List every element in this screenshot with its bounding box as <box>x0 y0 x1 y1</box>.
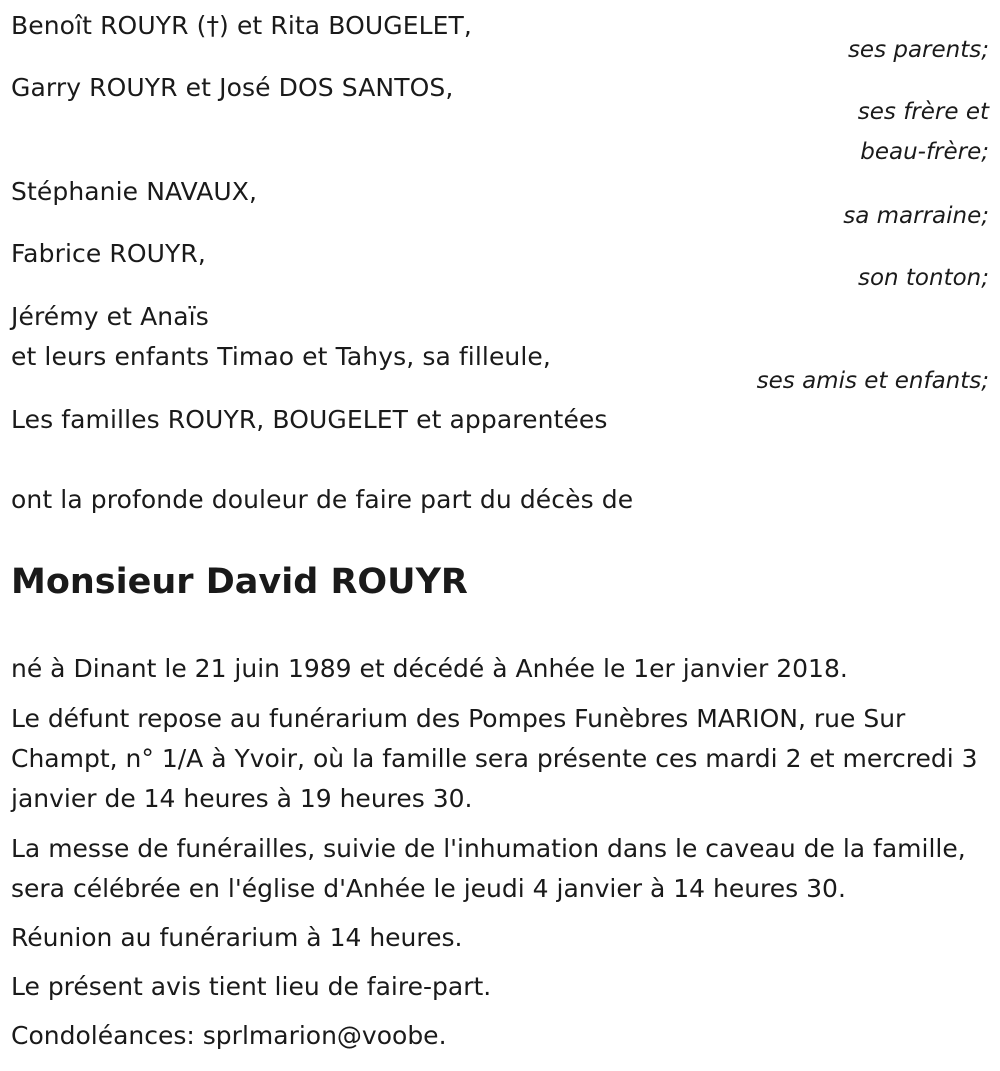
announcement-text: ont la profonde douleur de faire part du décès de <box>11 485 634 514</box>
family-godmother-relation: sa marraine; <box>843 203 989 229</box>
family-friends-names-line1: Jérémy et Anaïs <box>11 302 209 331</box>
family-godmother-names: Stéphanie NAVAUX, <box>11 177 258 206</box>
family-siblings-names: Garry ROUYR et José DOS SANTOS, <box>11 73 454 102</box>
family-uncle-names: Fabrice ROUYR, <box>11 239 206 268</box>
family-siblings-relation-line1: ses frère et <box>857 99 989 125</box>
family-parents-relation: ses parents; <box>847 37 989 63</box>
family-relatives-names: Les familles ROUYR, BOUGELET et apparentées <box>11 405 608 434</box>
deceased-name: Monsieur David ROUYR <box>11 562 468 602</box>
family-friends-relation: ses amis et enfants; <box>756 368 989 394</box>
family-siblings-relation-line2: beau-frère; <box>860 139 989 165</box>
visitation-paragraph: Le défunt repose au funérarium des Pompes Funèbres MARION, rue Sur Champt, n° 1/A à Yvoir, où la famille sera présente ces mardi 2 et mercredi 3 janvier de 14 heures à 19 heures 30. <box>11 704 978 813</box>
meeting-paragraph: Réunion au funérarium à 14 heures. <box>11 923 463 952</box>
family-uncle-relation: son tonton; <box>857 265 989 291</box>
family-parents-names: Benoît ROUYR (†) et Rita BOUGELET, <box>11 11 472 40</box>
birth-death-paragraph: né à Dinant le 21 juin 1989 et décédé à Anhée le 1er janvier 2018. <box>11 654 848 683</box>
condolences-paragraph: Condoléances: sprlmarion@voobe. <box>11 1021 447 1050</box>
family-friends-names-line2: et leurs enfants Timao et Tahys, sa filleule, <box>11 342 551 371</box>
funeral-paragraph: La messe de funérailles, suivie de l'inhumation dans le caveau de la famille, sera célébrée en l'église d'Anhée le jeudi 4 janvier à 14 heures 30. <box>11 834 966 903</box>
notice-paragraph: Le présent avis tient lieu de faire-part. <box>11 972 492 1001</box>
